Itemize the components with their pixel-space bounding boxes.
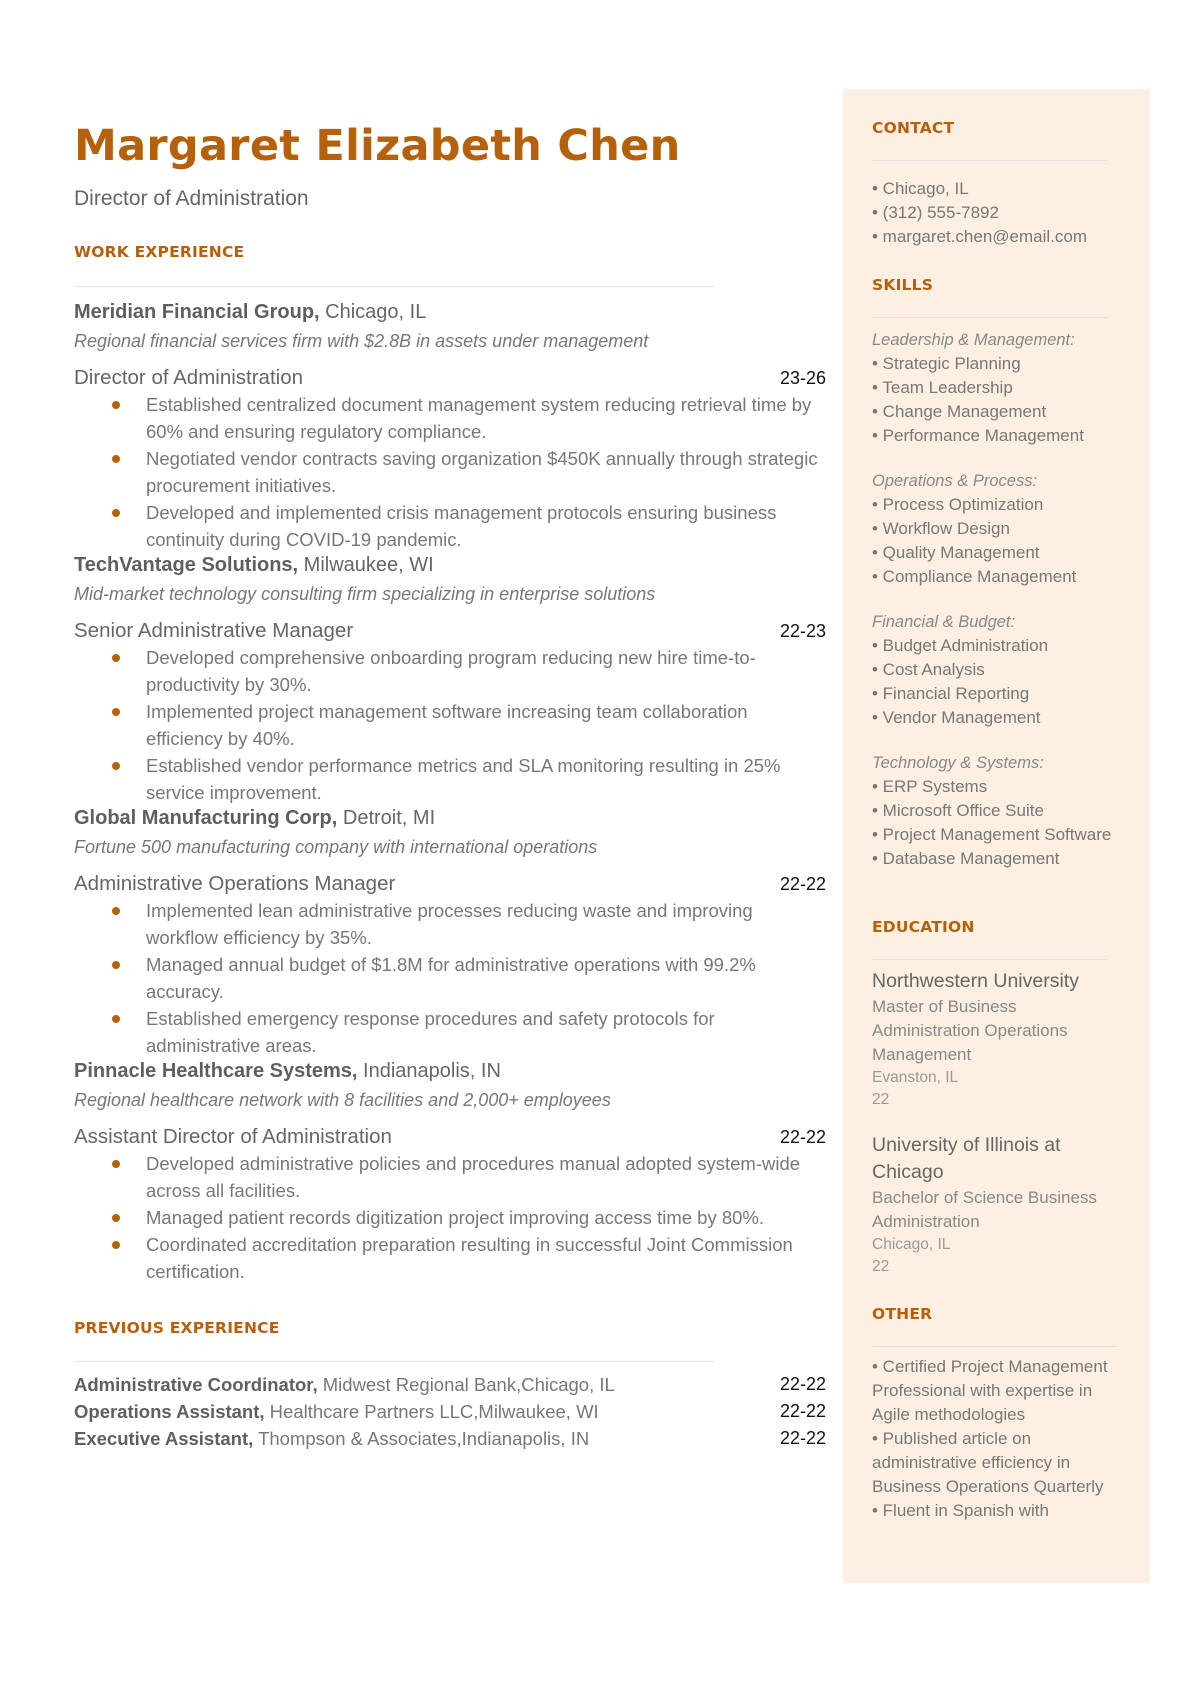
graduation-year: 22 [872,1091,890,1108]
skill-item: • Vendor Management [872,708,1041,727]
company-description: Regional healthcare network with 8 facilities and 2,000+ employees [74,1090,611,1110]
job-title: Assistant Director of Administration [74,1125,392,1148]
company-location: Detroit, MI [337,807,436,829]
education-list [872,968,1120,1278]
company-name: Meridian Financial Group, [74,301,320,323]
sidebar [843,89,1150,1583]
education-entry [872,968,1120,1111]
skill-item: • Budget Administration [872,636,1049,655]
achievement-item [146,391,826,445]
other-list [872,1355,1120,1523]
achievement-list [74,897,826,1059]
company-location: Indianapolis, IN [357,1060,501,1082]
achievement-text: Coordinated accreditation preparation resulting in successful Joint Commission certification. [146,1234,793,1282]
previous-role-org: Thompson & Associates,Indianapolis, IN [253,1428,590,1449]
contact-heading: CONTACT [872,119,955,137]
company-description: Fortune 500 manufacturing company with international operations [74,837,598,857]
previous-role-dates: 22-22 [779,1401,826,1421]
previous-role-title: Executive Assistant, [74,1428,254,1449]
graduation-year: 22 [872,1258,890,1275]
job-entry [74,300,826,553]
school-location: Evanston, IL [872,1069,959,1086]
section-divider [872,959,1108,960]
company-location: Milwaukee, WI [298,554,434,576]
achievement-list [74,1150,826,1285]
achievement-item [146,1005,826,1059]
company-name: Global Manufacturing Corp, [74,807,338,829]
bullet-icon [112,509,120,517]
achievement-text: Negotiated vendor contracts saving organization $450K annually through strategic procurement initiatives. [146,448,818,496]
company-description: Regional financial services firm with $2.8B in assets under management [74,331,649,351]
skill-item: • Cost Analysis [872,660,985,679]
school-location: Chicago, IL [872,1236,951,1253]
role-row [74,365,826,391]
skill-category: Operations & Process: [872,472,1038,490]
section-divider [74,1361,714,1362]
achievement-item [146,644,826,698]
skill-item: • Strategic Planning [872,354,1021,373]
achievement-item [146,1204,826,1231]
bullet-icon [112,654,120,662]
role-row [74,871,826,897]
job-dates: 22-22 [779,874,826,894]
contact-location: • Chicago, IL [872,179,969,198]
other-item: • Certified Project Management Professional with expertise in Agile methodologies [872,1357,1108,1424]
achievement-text: Established centralized document management system reducing retrieval time by 60% and ensuring regulatory compliance. [146,394,812,442]
previous-role-row [74,1398,826,1425]
achievement-item [146,445,826,499]
bullet-icon [112,1015,120,1023]
section-divider [872,317,1108,318]
other-heading: OTHER [872,1305,933,1323]
company-line [74,553,826,578]
role-row [74,618,826,644]
previous-role-title: Operations Assistant, [74,1401,265,1422]
company-description: Mid-market technology consulting firm specializing in enterprise solutions [74,584,656,604]
skill-group [872,328,1120,448]
previous-role-row [74,1425,826,1452]
skill-item: • Quality Management [872,543,1040,562]
previous-role-org: Midwest Regional Bank,Chicago, IL [317,1374,615,1395]
bullet-icon [112,762,120,770]
education-heading: EDUCATION [872,918,975,936]
company-name: Pinnacle Healthcare Systems, [74,1060,358,1082]
role-row [74,1124,826,1150]
skills-list [872,328,1120,871]
skill-item: • Financial Reporting [872,684,1030,703]
job-dates: 22-22 [779,1127,826,1147]
skill-category: Financial & Budget: [872,613,1016,631]
job-entry [74,806,826,1059]
section-divider [872,1346,1118,1347]
other-item: • Published article on administrative efficiency in Business Operations Quarterly [872,1429,1104,1496]
skill-item: • Change Management [872,402,1047,421]
bullet-icon [112,961,120,969]
achievement-text: Established emergency response procedures and safety protocols for administrative areas. [146,1008,715,1056]
skill-item: • Microsoft Office Suite [872,801,1044,820]
job-dates: 23-26 [779,368,826,388]
previous-experience-list [74,1371,826,1452]
school-name: University of Illinois at Chicago [872,1134,1061,1183]
candidate-title: Director of Administration [74,187,309,210]
achievement-text: Developed and implemented crisis management protocols ensuring business continuity during COVID-19 pandemic. [146,502,777,550]
company-name: TechVantage Solutions, [74,554,299,576]
job-title: Administrative Operations Manager [74,872,396,895]
skill-item: • Team Leadership [872,378,1013,397]
previous-experience-heading: PREVIOUS EXPERIENCE [74,1319,280,1337]
achievement-text: Implemented project management software increasing team collaboration efficiency by 40%. [146,701,748,749]
contact-list [872,177,1120,249]
bullet-icon [112,455,120,463]
job-title: Senior Administrative Manager [74,619,354,642]
previous-role-dates: 22-22 [779,1374,826,1394]
skill-category: Leadership & Management: [872,331,1075,349]
previous-role [74,1425,589,1452]
job-title: Director of Administration [74,366,304,389]
skill-group [872,610,1120,730]
achievement-item [146,1231,826,1285]
achievement-text: Established vendor performance metrics and SLA monitoring resulting in 25% service improvement. [146,755,781,803]
skill-item: • Workflow Design [872,519,1010,538]
previous-role-title: Administrative Coordinator, [74,1374,318,1395]
previous-role [74,1371,615,1398]
company-location: Chicago, IL [319,301,427,323]
jobs-list [74,300,826,1285]
skill-category: Technology & Systems: [872,754,1044,772]
section-divider [872,160,1108,161]
skill-group [872,469,1120,589]
other-item: • Fluent in Spanish with [872,1501,1049,1520]
contact-email[interactable]: • margaret.chen@email.com [872,227,1088,246]
achievement-text: Developed comprehensive onboarding program reducing new hire time-to-productivity by 30%. [146,647,756,695]
skill-item: • Database Management [872,849,1060,868]
bullet-icon [112,401,120,409]
skill-item: • Performance Management [872,426,1084,445]
job-dates: 22-23 [779,621,826,641]
previous-role-dates: 22-22 [779,1428,826,1448]
achievement-text: Developed administrative policies and procedures manual adopted system-wide across all facilities. [146,1153,801,1201]
company-line [74,1059,826,1084]
skill-item: • Compliance Management [872,567,1077,586]
school-name: Northwestern University [872,970,1079,992]
bullet-icon [112,1214,120,1222]
skills-heading: SKILLS [872,276,934,294]
main-column [74,118,826,1452]
section-divider [74,286,714,287]
achievement-list [74,644,826,806]
job-entry [74,553,826,806]
job-entry [74,1059,826,1285]
achievement-text: Managed annual budget of $1.8M for administrative operations with 99.2% accuracy. [146,954,756,1002]
skill-item: • ERP Systems [872,777,988,796]
company-line [74,806,826,831]
achievement-item [146,1150,826,1204]
degree: Master of Business Administration Operations Management [872,997,1068,1064]
skill-item: • Project Management Software [872,825,1112,844]
bullet-icon [112,1241,120,1249]
achievement-item [146,752,826,806]
achievement-list [74,391,826,553]
candidate-name: Margaret Elizabeth Chen [74,121,681,171]
bullet-icon [112,1160,120,1168]
previous-role [74,1398,599,1425]
contact-phone[interactable]: • (312) 555-7892 [872,203,999,222]
previous-role-row [74,1371,826,1398]
achievement-text: Managed patient records digitization project improving access time by 80%. [146,1207,765,1228]
work-experience-heading: WORK EXPERIENCE [74,243,245,261]
company-line [74,300,826,325]
degree: Bachelor of Science Business Administration [872,1188,1097,1231]
bullet-icon [112,907,120,915]
bullet-icon [112,708,120,716]
skill-item: • Process Optimization [872,495,1044,514]
achievement-text: Implemented lean administrative processes reducing waste and improving workflow efficiency by 35%. [146,900,753,948]
skill-group [872,751,1120,871]
achievement-item [146,698,826,752]
achievement-item [146,897,826,951]
previous-role-org: Healthcare Partners LLC,Milwaukee, WI [264,1401,599,1422]
education-entry [872,1132,1120,1278]
achievement-item [146,499,826,553]
achievement-item [146,951,826,1005]
